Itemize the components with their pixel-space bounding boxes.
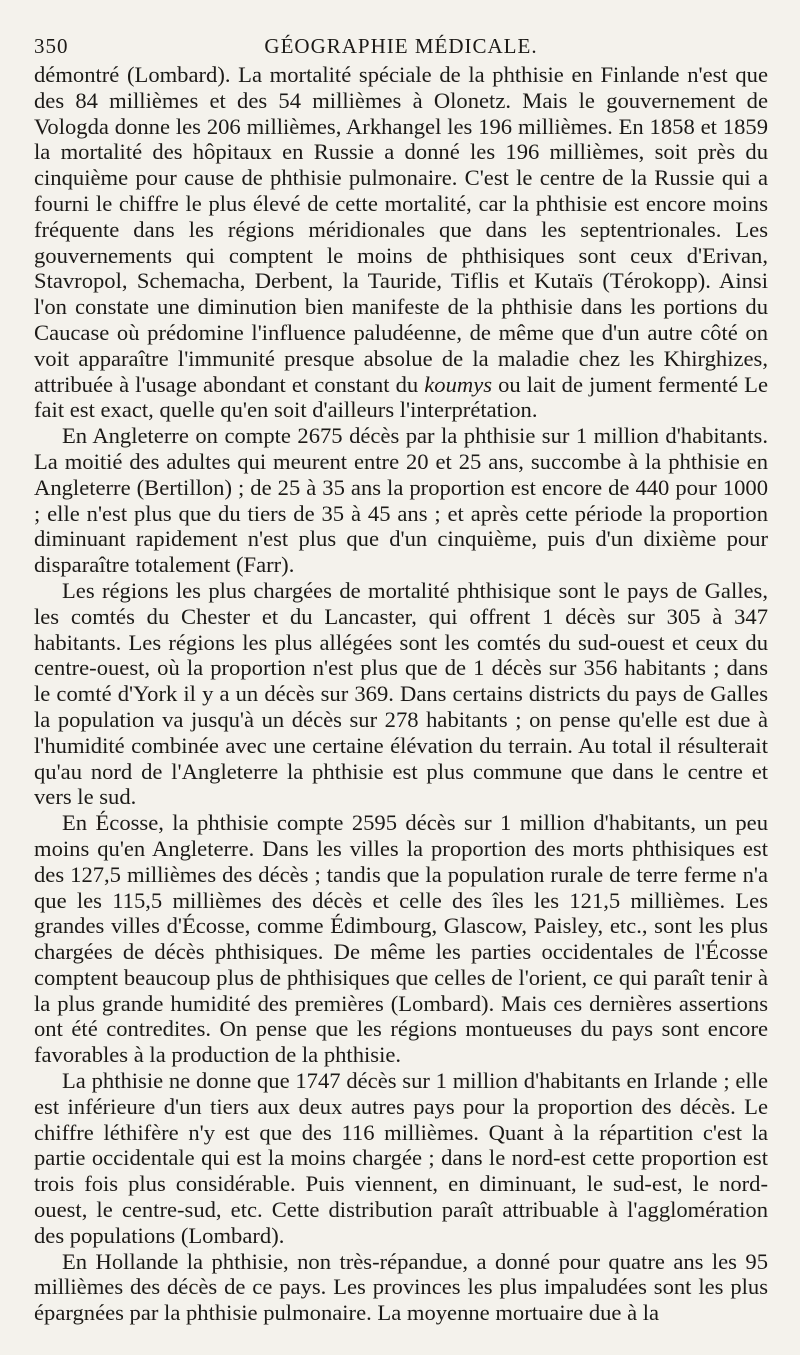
emphasis-koumys: koumys (424, 371, 493, 397)
page-header (34, 28, 768, 62)
paragraph-england: En Angleterre on compte 2675 décès par la phthisie sur 1 million d'habitants. La moitié des adultes qui meurent entre 20 et 25 ans, succombe à la phthisie en Angleterre (Bertillon) ; de 25 à 35 ans la proportion est encore de 440 pour 1000 ; elle n'est plus que du tiers de 35 à 45 ans ; et après cette période la proportion diminuant rapidement n'est plus que d'un cinquième, puis d'un dixième pour disparaître totalement (Farr). (34, 423, 768, 578)
paragraph-ireland: La phthisie ne donne que 1747 décès sur 1 million d'habitants en Irlande ; elle est inférieure d'un tiers aux deux autres pays pour la proportion des décès. Le chiffre léthifère n'y est que des 116 millièmes. Quant à la répartition c'est la partie occidentale qui est la moins chargée ; dans le nord-est cette proportion est trois fois plus considérable. Puis viennent, en diminuant, le sud-est, le nord-ouest, le centre-sud, etc. Cette distribution paraît attribuable à l'agglomération des populations (Lombard). (34, 1068, 768, 1248)
paragraph-russia-caucasus (34, 62, 768, 423)
body-text (34, 62, 768, 1326)
paragraph-text: démontré (Lombard). La mortalité spéciale de la phthisie en Finlande n'est que des 84 millièmes et des 54 millièmes à Olonetz. Mais le gouvernement de Vologda donne les 206 millièmes, Arkhangel les 196 millièmes. En 1858 et 1859 la mortalité des hôpitaux en Russie a donné les 196 millièmes, soit près du cinquième pour cause de phthisie pulmonaire. C'est le centre de la Russie qui a fourni le chiffre le plus élevé de cette mortalité, car la phthisie est encore moins fréquente dans les régions méridionales que dans les septentrionales. Les gouvernements qui comptent le moins de phthisiques sont ceux d'Erivan, Stavropol, Schemacha, Derbent, la Tauride, Tiflis et Kutaïs (Térokopp). Ainsi l'on constate une diminution bien manifeste de la phthisie dans les portions du Caucase où prédomine l'influence paludéenne, de même que d'un autre côté on voit apparaître l'immunité presque absolue de la maladie chez les Khirghizes, attribuée à l'usage abondant et constant du (34, 62, 768, 397)
paragraph-text: ou lait de jument fermenté Le fait est exact, quelle qu'en soit d'ailleurs l'interprétation. (34, 371, 769, 423)
paragraph-scotland: En Écosse, la phthisie compte 2595 décès sur 1 million d'habitants, un peu moins qu'en Angleterre. Dans les villes la proportion des morts phthisiques est des 127,5 millièmes des décès ; tandis que la population rurale de terre ferme n'a que les 115,5 millièmes des décès et celle des îles les 121,5 millièmes. Les grandes villes d'Écosse, comme Édimbourg, Glascow, Paisley, etc., sont les plus chargées de décès phthisiques. De même les parties occidentales de l'Écosse comptent beaucoup plus de phthisiques que celles de l'orient, ce qui paraît tenir à la plus grande humidité des premières (Lombard). Mais ces dernières assertions ont été contredites. On pense que les régions montueuses du pays sont encore favorables à la production de la phthisie. (34, 810, 768, 1068)
paragraph-england-regions: Les régions les plus chargées de mortalité phthisique sont le pays de Galles, les comtés du Chester et du Lancaster, qui offrent 1 décès sur 305 à 347 habitants. Les régions les plus allégées sont les comtés du sud-ouest et ceux du centre-ouest, où la proportion n'est plus que de 1 décès sur 356 habitants ; dans le comté d'York il y a un décès sur 369. Dans certains districts du pays de Galles la population va jusqu'à un décès sur 278 habitants ; on pense qu'elle est due à l'humidité combinée avec une certaine élévation du terrain. Au total il résulterait qu'au nord de l'Angleterre la phthisie est plus commune que dans le centre et vers le sud. (34, 577, 768, 810)
page-number: 350 (34, 34, 69, 58)
paragraph-holland: En Hollande la phthisie, non très-répandue, a donné pour quatre ans les 95 millièmes des décès de ce pays. Les provinces les plus impaludées sont les plus épargnées par la phthisie pulmonaire. La moyenne mortuaire due à la (34, 1248, 768, 1326)
running-title: GÉOGRAPHIE MÉDICALE. (264, 34, 538, 58)
